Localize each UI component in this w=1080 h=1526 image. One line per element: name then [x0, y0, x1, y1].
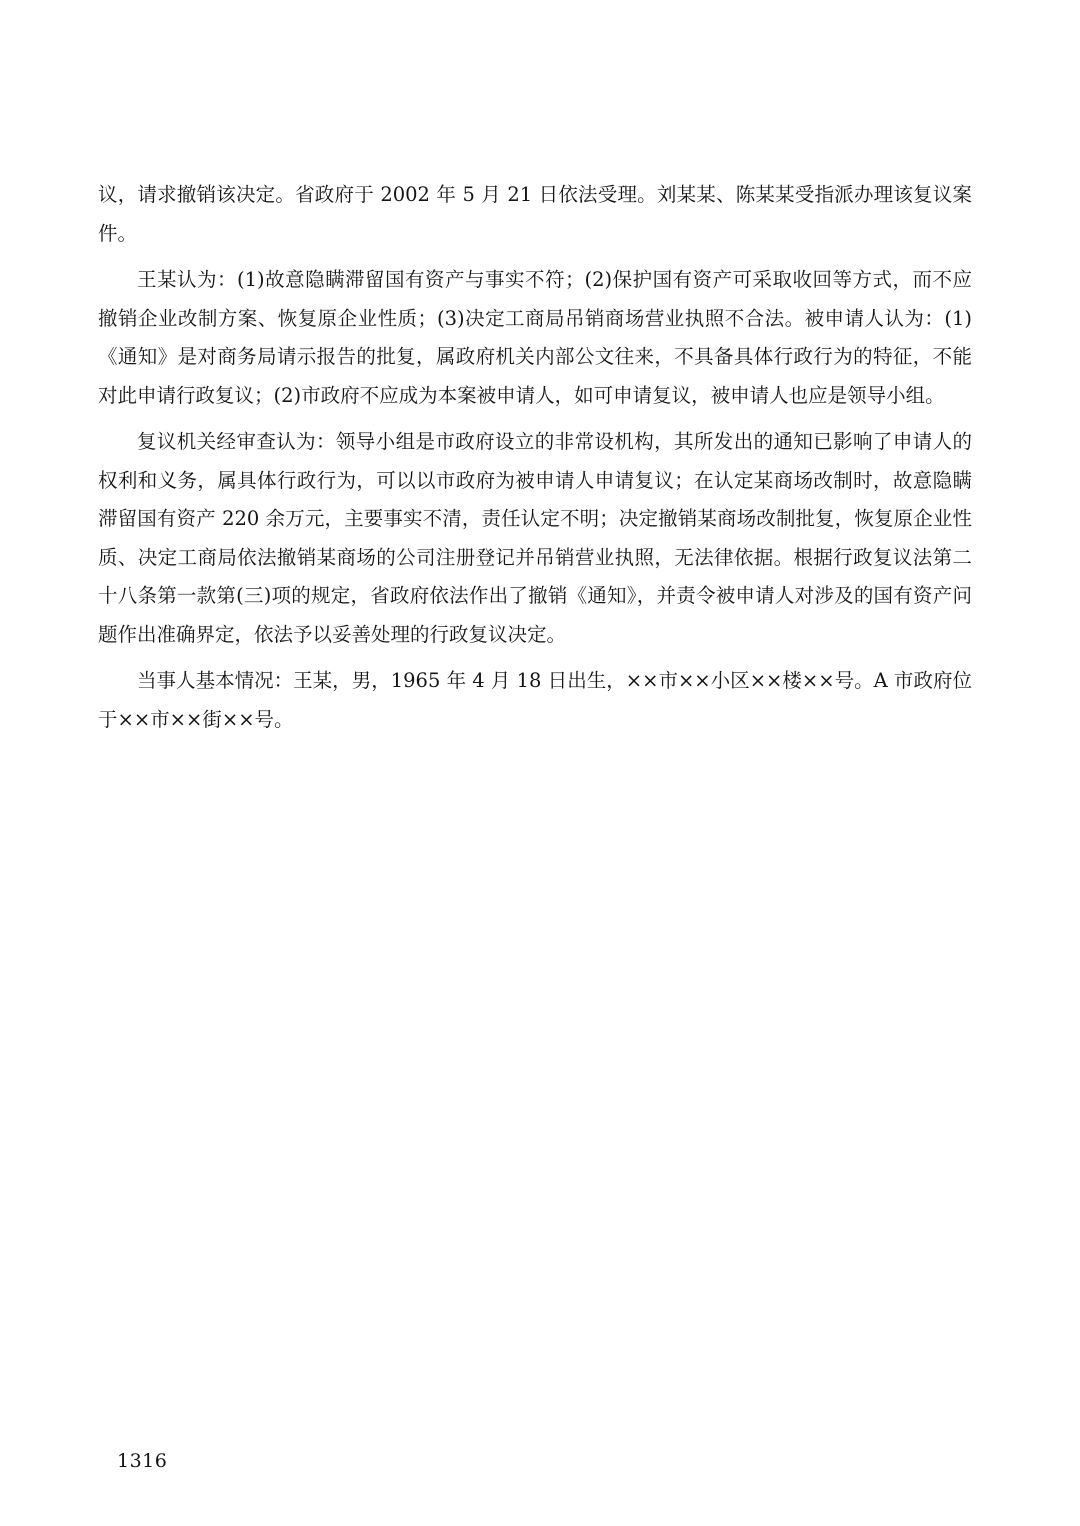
page-number: 1316 — [117, 1450, 168, 1472]
paragraph-1: 议，请求撤销该决定。省政府于 2002 年 5 月 21 日依法受理。刘某某、陈某某受指派办理该复议案件。 — [98, 183, 972, 245]
paragraph-2: 王某认为：(1)故意隐瞒滞留国有资产与事实不符；(2)保护国有资产可采取收回等方式，而不应撤销企业改制方案、恢复原企业性质；(3)决定工商局吊销商场营业执照不合法。被申请人认为：(1)《通知》是对商务局请示报告的批复，属政府机关内部公文往来，不具备具体行政行为的特征，不能对此申请行政复议；(2)市政府不应成为本案被申请人，如可申请复议，被申请人也应是领导小组。 — [98, 268, 972, 407]
paragraph-4: 当事人基本情况：王某，男，1965 年 4 月 18 日出生，××市××小区××楼××号。A 市政府位于××市××街××号。 — [98, 669, 972, 731]
body-text — [98, 176, 972, 747]
paragraph-3: 复议机关经审查认为：领导小组是市政府设立的非常设机构，其所发出的通知已影响了申请人的权利和义务，属具体行政行为，可以以市政府为被申请人申请复议；在认定某商场改制时，故意隐瞒滞留国有资产 220 余万元，主要事实不清，责任认定不明；决定撤销某商场改制批复，恢复原企业性质、决定工商局依法撤销某商场的公司注册登记并吊销营业执照，无法律依据。根据行政复议法第二十八条第一款第(三)项的规定，省政府依法作出了撤销《通知》，并责令被申请人对涉及的国有资产问题作出准确界定，依法予以妥善处理的行政复议决定。 — [98, 430, 972, 646]
